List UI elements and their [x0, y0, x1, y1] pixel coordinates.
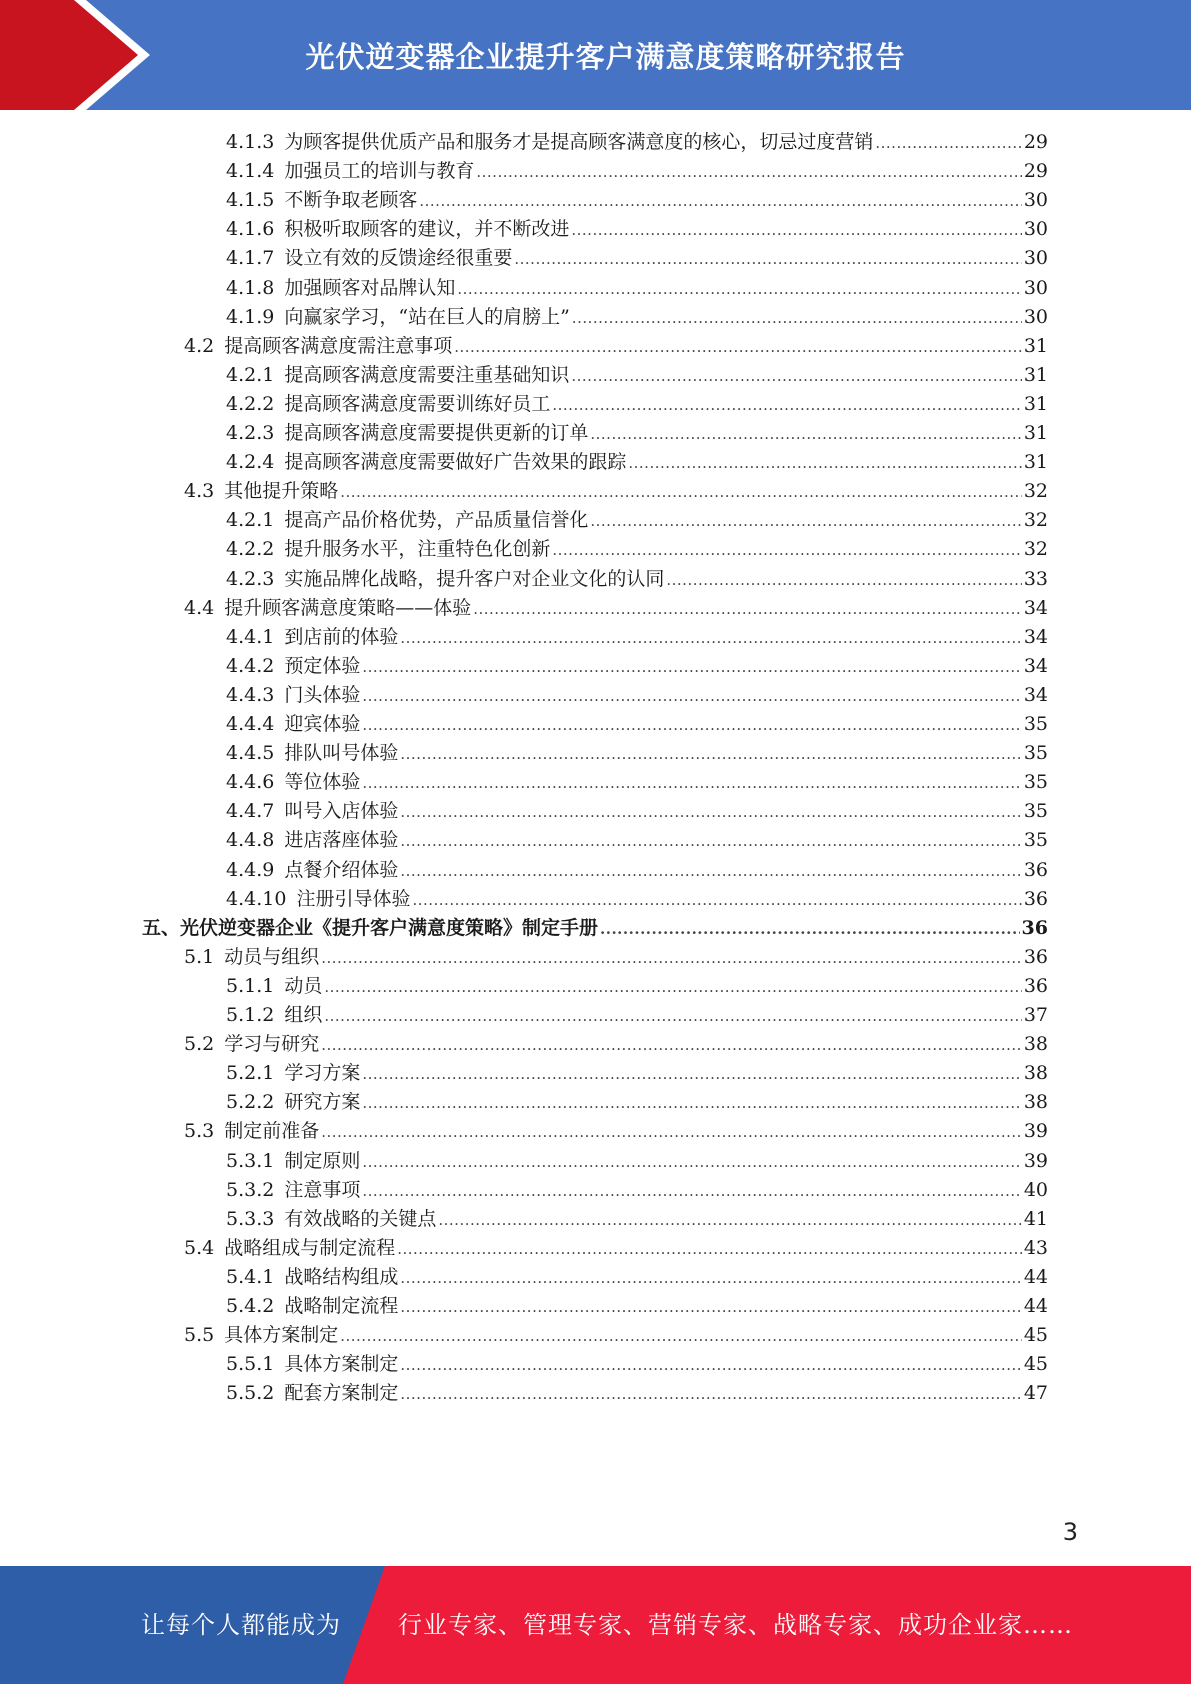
toc-entry[interactable] — [184, 1029, 1048, 1060]
toc-dot-leader — [400, 825, 1021, 857]
toc-entry[interactable] — [226, 651, 1048, 682]
toc-entry-number: 5.2.1 — [226, 1062, 275, 1085]
footer-slogan: 让每个人都能成为 — [141, 1611, 341, 1639]
toc-entry-title: 具体方案制定 — [224, 1324, 339, 1347]
toc-entry-title: 叫号入店体验 — [284, 800, 399, 823]
toc-entry[interactable] — [226, 214, 1048, 245]
toc-entry-page: 39 — [1023, 1149, 1048, 1172]
toc-entry[interactable] — [226, 1146, 1048, 1177]
toc-entry-number: 5.1.2 — [226, 1004, 275, 1026]
toc-dot-leader — [438, 1204, 1021, 1236]
toc-entry-title: 迎宾体验 — [284, 713, 361, 735]
toc-entry-number: 5.1.1 — [226, 974, 275, 997]
toc-entry-page: 35 — [1023, 713, 1048, 735]
toc-entry-number: 4.2.3 — [226, 422, 275, 444]
toc-entry[interactable] — [226, 680, 1048, 711]
toc-entry-page: 30 — [1023, 305, 1048, 328]
toc-entry-page: 36 — [1023, 945, 1048, 968]
toc-entry-page: 34 — [1023, 683, 1048, 706]
toc-entry-number: 4.2.3 — [226, 567, 275, 590]
toc-entry-number: 4.4 — [184, 596, 215, 619]
toc-entry-number: 4.2.4 — [226, 451, 275, 474]
toc-entry-number: 5.4 — [184, 1236, 215, 1259]
toc-entry-title: 其他提升策略 — [224, 480, 339, 503]
toc-entry-title: 提高顾客满意度需要做好广告效果的跟踪 — [284, 451, 627, 474]
toc-entry-number: 4.4.4 — [226, 713, 275, 735]
toc-dot-leader — [400, 1262, 1021, 1294]
toc-entry-page: 41 — [1023, 1207, 1048, 1230]
toc-entry-title: 提高产品价格优势，产品质量信誉化 — [284, 509, 589, 532]
toc-entry[interactable] — [184, 476, 1048, 507]
toc-entry-number: 4.2.2 — [226, 538, 275, 561]
toc-entry-number: 4.4.8 — [226, 829, 275, 852]
toc-entry[interactable] — [226, 185, 1048, 216]
toc-entry-title: 学习方案 — [284, 1062, 361, 1085]
toc-dot-leader — [362, 709, 1021, 741]
toc-entry[interactable] — [226, 360, 1048, 391]
toc-entry[interactable] — [226, 127, 1048, 158]
toc-entry[interactable] — [226, 564, 1048, 595]
toc-entry-page: 32 — [1023, 538, 1048, 561]
toc-entry[interactable] — [226, 855, 1048, 886]
toc-entry[interactable] — [226, 1349, 1048, 1380]
toc-entry-page: 30 — [1023, 189, 1048, 212]
toc-entry-page: 35 — [1023, 771, 1048, 794]
toc-entry-number: 4.1.7 — [226, 247, 275, 270]
toc-entry-number: 5.2 — [184, 1033, 215, 1056]
toc-entry[interactable] — [226, 971, 1048, 1002]
toc-entry[interactable] — [226, 1058, 1048, 1089]
toc-entry[interactable] — [226, 1204, 1048, 1235]
toc-entry-page: 30 — [1023, 247, 1048, 270]
toc-entry-title: 提升顾客满意度策略——体验 — [224, 596, 472, 619]
toc-entry-title: 到店前的体验 — [284, 625, 399, 648]
toc-dot-leader — [552, 534, 1021, 566]
toc-entry-number: 5.5.2 — [226, 1382, 275, 1405]
toc-entry-number: 4.4.2 — [226, 654, 275, 677]
toc-dot-leader — [321, 1029, 1022, 1061]
toc-entry-number: 4.1.8 — [226, 276, 275, 299]
toc-entry-number: 4.4.3 — [226, 683, 275, 706]
toc-dot-leader — [628, 447, 1021, 479]
toc-entry-title: 为顾客提供优质产品和服务才是提高顾客满意度的核心，切忌过度营销 — [284, 131, 874, 153]
report-title: 光伏逆变器企业提升客户满意度策略研究报告 — [305, 39, 906, 74]
toc-entry-page: 35 — [1023, 800, 1048, 823]
toc-entry-page: 37 — [1023, 1004, 1048, 1026]
toc-entry-title: 组织 — [284, 1004, 323, 1026]
toc-dot-leader — [321, 1116, 1022, 1148]
toc-entry-title: 战略组成与制定流程 — [224, 1236, 396, 1259]
toc-entry-title: 注意事项 — [284, 1178, 361, 1201]
toc-entry-number: 4.3 — [184, 480, 215, 503]
toc-entry[interactable] — [226, 622, 1048, 653]
toc-entry[interactable] — [226, 1262, 1048, 1293]
toc-entry-page: 36 — [1023, 887, 1048, 910]
toc-entry-number: 4.1.5 — [226, 189, 275, 212]
toc-entry[interactable] — [184, 1116, 1048, 1147]
toc-entry-page: 29 — [1023, 160, 1048, 183]
toc-dot-leader — [400, 1291, 1021, 1323]
toc-entry-page: 32 — [1023, 509, 1048, 532]
toc-dot-leader — [400, 1378, 1021, 1410]
toc-entry-number: 4.2 — [184, 334, 215, 357]
toc-dot-leader — [324, 1000, 1021, 1032]
toc-entry-title: 门头体验 — [284, 683, 361, 706]
toc-dot-leader — [457, 273, 1021, 305]
toc-entry-title: 实施品牌化战略，提升客户对企业文化的认同 — [284, 567, 665, 590]
toc-entry[interactable] — [226, 243, 1048, 274]
toc-entry[interactable] — [226, 1291, 1048, 1322]
page-header — [0, 0, 1191, 110]
footer-roles: 行业专家、管理专家、营销专家、战略专家、成功企业家…… — [398, 1611, 1073, 1639]
toc-entry-page: 31 — [1023, 451, 1048, 474]
toc-dot-leader — [397, 1233, 1022, 1265]
toc-dot-leader — [321, 942, 1022, 974]
toc-entry-title: 注册引导体验 — [296, 887, 411, 910]
toc-dot-leader — [666, 564, 1021, 596]
toc-dot-leader — [362, 1087, 1021, 1119]
toc-entry-page: 32 — [1023, 480, 1048, 503]
toc-entry-page: 35 — [1023, 829, 1048, 852]
toc-entry-number: 5.3.2 — [226, 1178, 275, 1201]
toc-entry-number: 5.3.1 — [226, 1149, 275, 1172]
toc-entry-title: 战略结构组成 — [284, 1265, 399, 1288]
toc-dot-leader — [362, 1146, 1021, 1178]
toc-dot-leader — [362, 767, 1021, 799]
toc-entry-number: 5.4.2 — [226, 1295, 275, 1317]
toc-entry[interactable] — [226, 505, 1048, 536]
toc-entry-page: 45 — [1023, 1353, 1048, 1376]
toc-entry-page: 35 — [1023, 742, 1048, 765]
toc-entry[interactable] — [226, 884, 1048, 915]
toc-entry[interactable] — [226, 825, 1048, 856]
toc-dot-leader — [340, 1320, 1022, 1352]
toc-entry-number: 4.4.7 — [226, 800, 275, 823]
toc-dot-leader — [476, 156, 1021, 188]
toc-entry-number: 4.4.6 — [226, 771, 275, 794]
toc-entry-title: 配套方案制定 — [284, 1382, 399, 1405]
toc-entry[interactable] — [184, 331, 1048, 362]
toc-entry-page: 38 — [1023, 1062, 1048, 1085]
toc-dot-leader — [362, 1058, 1021, 1090]
toc-entry-title: 制定原则 — [284, 1149, 361, 1172]
toc-entry[interactable] — [226, 1378, 1048, 1409]
toc-dot-leader — [590, 505, 1021, 537]
toc-entry-page: 44 — [1023, 1295, 1048, 1317]
toc-entry[interactable] — [226, 273, 1048, 304]
toc-entry[interactable] — [226, 796, 1048, 827]
toc-entry-title: 提升服务水平，注重特色化创新 — [284, 538, 551, 561]
toc-dot-leader — [419, 185, 1021, 217]
toc-entry-page: 31 — [1023, 334, 1048, 357]
toc-entry[interactable] — [226, 767, 1048, 798]
toc-entry[interactable] — [226, 709, 1048, 740]
toc-entry[interactable] — [226, 738, 1048, 769]
toc-entry-title: 五、光伏逆变器企业《提升客户满意度策略》制定手册 — [142, 916, 599, 939]
toc-entry-page: 36 — [1023, 858, 1048, 881]
toc-dot-leader — [362, 651, 1021, 683]
toc-entry-page: 38 — [1023, 1033, 1048, 1056]
toc-entry-title: 动员与组织 — [224, 945, 320, 968]
toc-entry-title: 点餐介绍体验 — [284, 858, 399, 881]
toc-entry[interactable] — [226, 156, 1048, 187]
toc-entry-page: 30 — [1023, 218, 1048, 241]
toc-entry-title: 不断争取老顾客 — [284, 189, 418, 212]
toc-entry-title: 加强顾客对品牌认知 — [284, 276, 456, 299]
toc-entry-page: 34 — [1023, 654, 1048, 677]
toc-entry-number: 5.3.3 — [226, 1207, 275, 1230]
toc-entry-title: 加强员工的培训与教育 — [284, 160, 475, 183]
toc-entry-title: 有效战略的关键点 — [284, 1207, 437, 1230]
toc-entry-page: 33 — [1023, 567, 1048, 590]
toc-entry-title: 提高顾客满意度需注意事项 — [224, 334, 453, 357]
toc-entry-number: 4.1.6 — [226, 218, 275, 241]
toc-entry-title: 预定体验 — [284, 654, 361, 677]
toc-entry-title: 提高顾客满意度需要提供更新的订单 — [284, 422, 589, 444]
header-chevron-red — [0, 0, 138, 110]
toc-entry-number: 4.1.9 — [226, 305, 275, 328]
toc-dot-leader — [572, 302, 1022, 334]
toc-entry-title: 提高顾客满意度需要训练好员工 — [284, 392, 551, 415]
toc-entry-page: 29 — [1023, 131, 1048, 153]
toc-entry[interactable] — [226, 302, 1048, 333]
toc-dot-leader — [571, 214, 1021, 246]
toc-dot-leader — [552, 389, 1021, 421]
toc-entry[interactable] — [226, 534, 1048, 565]
toc-entry-title: 排队叫号体验 — [284, 742, 399, 765]
toc-entry-number: 5.2.2 — [226, 1091, 275, 1114]
toc-entry[interactable] — [226, 1175, 1048, 1206]
page-number: 3 — [1062, 1518, 1078, 1546]
toc-dot-leader — [340, 476, 1022, 508]
toc-dot-leader — [875, 127, 1021, 159]
toc-dot-leader — [362, 1175, 1021, 1207]
toc-entry[interactable] — [184, 1320, 1048, 1351]
toc-entry-title: 提高顾客满意度需要注重基础知识 — [284, 363, 570, 386]
toc-dot-leader — [400, 796, 1021, 828]
toc-entry-page: 30 — [1023, 276, 1048, 299]
toc-entry-title: 向赢家学习，“站在巨人的肩膀上” — [284, 305, 570, 328]
toc-entry-number: 5.1 — [184, 945, 215, 968]
toc-entry-page: 38 — [1023, 1091, 1048, 1114]
toc-dot-leader — [324, 971, 1021, 1003]
toc-entry-page: 36 — [1021, 916, 1048, 939]
toc-entry-page: 39 — [1023, 1120, 1048, 1143]
toc-dot-leader — [400, 622, 1021, 654]
toc-entry-page: 36 — [1023, 974, 1048, 997]
toc-entry-number: 4.2.1 — [226, 363, 275, 386]
toc-entry-title: 等位体验 — [284, 771, 361, 794]
toc-entry-title: 积极听取顾客的建议，并不断改进 — [284, 218, 570, 241]
toc-dot-leader — [400, 1349, 1021, 1381]
toc-entry-number: 4.4.9 — [226, 858, 275, 881]
toc-dot-leader — [571, 360, 1021, 392]
toc-entry-number: 4.1.3 — [226, 131, 275, 153]
toc-entry[interactable] — [184, 1233, 1048, 1264]
toc-entry-page: 31 — [1023, 363, 1048, 386]
toc-entry-number: 5.5.1 — [226, 1353, 275, 1376]
toc-entry-number: 4.4.5 — [226, 742, 275, 765]
toc-entry-page: 34 — [1023, 625, 1048, 648]
page-footer — [0, 1566, 1191, 1684]
toc-entry[interactable] — [226, 447, 1048, 478]
toc-dot-leader — [400, 855, 1021, 887]
toc-entry-number: 4.1.4 — [226, 160, 275, 183]
toc-entry-number: 4.4.1 — [226, 625, 275, 648]
toc-entry-number: 4.4.10 — [226, 887, 287, 910]
toc-entry-title: 学习与研究 — [224, 1033, 320, 1056]
toc-dot-leader — [400, 738, 1021, 770]
toc-dot-leader — [514, 243, 1021, 275]
toc-dot-leader — [473, 593, 1022, 625]
toc-entry-title: 制定前准备 — [224, 1120, 320, 1143]
toc-entry-page: 43 — [1023, 1236, 1048, 1259]
toc-entry[interactable] — [226, 1087, 1048, 1118]
toc-entry-number: 4.2.2 — [226, 392, 275, 415]
toc-dot-leader — [412, 884, 1021, 916]
toc-dot-leader — [362, 680, 1021, 712]
toc-entry-page: 31 — [1023, 392, 1048, 415]
toc-entry[interactable] — [142, 913, 1048, 944]
toc-entry[interactable] — [226, 1000, 1048, 1031]
toc-entry-title: 研究方案 — [284, 1091, 361, 1114]
toc-entry-title: 具体方案制定 — [284, 1353, 399, 1376]
toc-entry-number: 5.4.1 — [226, 1265, 275, 1288]
toc-entry-page: 47 — [1023, 1382, 1048, 1405]
toc-entry-page: 45 — [1023, 1324, 1048, 1347]
toc-dot-leader — [454, 331, 1022, 363]
toc-entry-title: 动员 — [284, 974, 323, 997]
toc-entry[interactable] — [184, 942, 1048, 973]
toc-entry-page: 34 — [1023, 596, 1048, 619]
toc-entry-number: 4.2.1 — [226, 509, 275, 532]
toc-entry-page: 31 — [1023, 422, 1048, 444]
toc-entry[interactable] — [184, 593, 1048, 624]
toc-entry-number: 5.3 — [184, 1120, 215, 1143]
toc-entry-title: 进店落座体验 — [284, 829, 399, 852]
toc-entry-title: 战略制定流程 — [284, 1295, 399, 1317]
toc-entry[interactable] — [226, 389, 1048, 420]
toc-dot-leader — [600, 913, 1020, 945]
toc-entry-page: 40 — [1023, 1178, 1048, 1201]
toc-entry[interactable] — [226, 418, 1048, 449]
toc-dot-leader — [590, 418, 1021, 450]
toc-entry-page: 44 — [1023, 1265, 1048, 1288]
toc-entry-title: 设立有效的反馈途经很重要 — [284, 247, 513, 270]
toc-entry-number: 5.5 — [184, 1324, 215, 1347]
